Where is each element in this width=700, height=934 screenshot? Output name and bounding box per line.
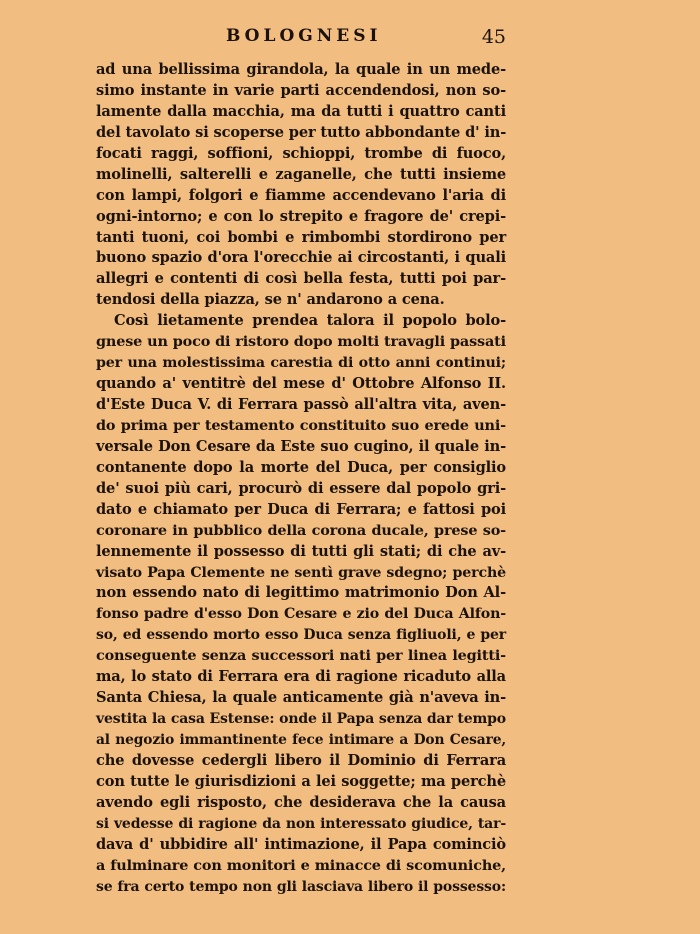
text-line: ad una bellissima girandola, la quale in un mede- xyxy=(96,61,506,78)
text-line: so, ed essendo morto esso Duca senza figliuoli, e per xyxy=(96,627,506,644)
text-line: do prima per testamento constituito suo erede uni- xyxy=(96,416,506,434)
text-line: fonso padre d'esso Don Cesare e zio del Duca Alfon- xyxy=(96,606,506,623)
text-line: vestita la casa Estense: onde il Papa senza dar tempo xyxy=(96,711,506,728)
text-line: quando a' ventitrè del mese d' Ottobre Alfonso II. xyxy=(96,375,506,393)
text-line: versale Don Cesare da Este suo cugino, il quale in- xyxy=(96,437,506,455)
text-line: per una molestissima carestia di otto anni continui; xyxy=(96,355,506,372)
text-line: che dovesse cedergli libero il Dominio di Ferrara xyxy=(96,751,506,769)
text-line: con tutte le giurisdizioni a lei soggette; ma perchè xyxy=(96,772,506,790)
body-text xyxy=(96,60,506,898)
text-line: ogni-intorno; e con lo strepito e fragore de' crepi- xyxy=(96,207,506,225)
text-line: allegri e contenti di così bella festa, tutti poi par- xyxy=(96,270,506,288)
paragraph-end-line: tendosi della piazza, se n' andarono a cena. xyxy=(96,291,445,309)
text-line: a fulminare con monitori e minacce di scomuniche, xyxy=(96,856,506,874)
text-line: tanti tuoni, coi bombi e rimbombi stordirono per xyxy=(96,228,506,246)
text-line: coronare in pubblico della corona ducale, prese so- xyxy=(96,521,506,539)
paragraph-start-line: Così lietamente prendea talora il popolo bolo- xyxy=(114,312,506,330)
text-line: buono spazio d'ora l'orecchie ai circostanti, i quali xyxy=(96,249,506,267)
text-line: se fra certo tempo non gli lasciava libero il possesso: xyxy=(96,878,506,895)
page-number: 45 xyxy=(481,26,506,48)
text-line: non essendo nato di legittimo matrimonio Don Al- xyxy=(96,584,506,602)
text-line: ma, lo stato di Ferrara era di ragione ricaduto alla xyxy=(96,668,506,686)
text-line: contanente dopo la morte del Duca, per consiglio xyxy=(96,458,506,476)
text-line: focati raggi, soffioni, schioppi, trombe di fuoco, xyxy=(96,144,506,162)
page-header xyxy=(96,26,506,52)
text-line: Santa Chiesa, la quale anticamente già n'aveva in- xyxy=(96,689,506,707)
text-line: dato e chiamato per Duca di Ferrara; e fattosi poi xyxy=(96,500,506,518)
text-line: avendo egli risposto, che desiderava che la causa xyxy=(96,793,506,811)
text-line: al negozio immantinente fece intimare a Don Cesare, xyxy=(96,732,506,748)
running-title: BOLOGNESI xyxy=(226,26,382,46)
text-line: simo instante in varie parti accendendosi, non so- xyxy=(96,81,506,99)
text-line: d'Este Duca V. di Ferrara passò all'altra vita, aven- xyxy=(96,396,506,413)
text-line: lamente dalla macchia, ma da tutti i quattro canti xyxy=(96,102,506,120)
text-line: molinelli, salterelli e zaganelle, che tutti insieme xyxy=(96,165,506,183)
text-line: visato Papa Clemente ne sentì grave sdegno; perchè xyxy=(96,564,506,581)
text-line: con lampi, folgori e fiamme accendevano l'aria di xyxy=(96,186,506,204)
text-line: del tavolato si scoperse per tutto abbondante d' in- xyxy=(96,123,507,141)
text-line: lennemente il possesso di tutti gli stati; di che av- xyxy=(96,542,506,560)
text-line: dava d' ubbidire all' intimazione, il Papa cominciò xyxy=(96,835,506,853)
text-line: si vedesse di ragione da non interessato giudice, tar- xyxy=(96,815,506,832)
text-line: de' suoi più cari, procurò di essere dal popolo gri- xyxy=(96,479,506,497)
text-line: gnese un poco di ristoro dopo molti travagli passati xyxy=(96,333,506,351)
text-line: conseguente senza successori nati per linea legitti- xyxy=(96,647,506,665)
